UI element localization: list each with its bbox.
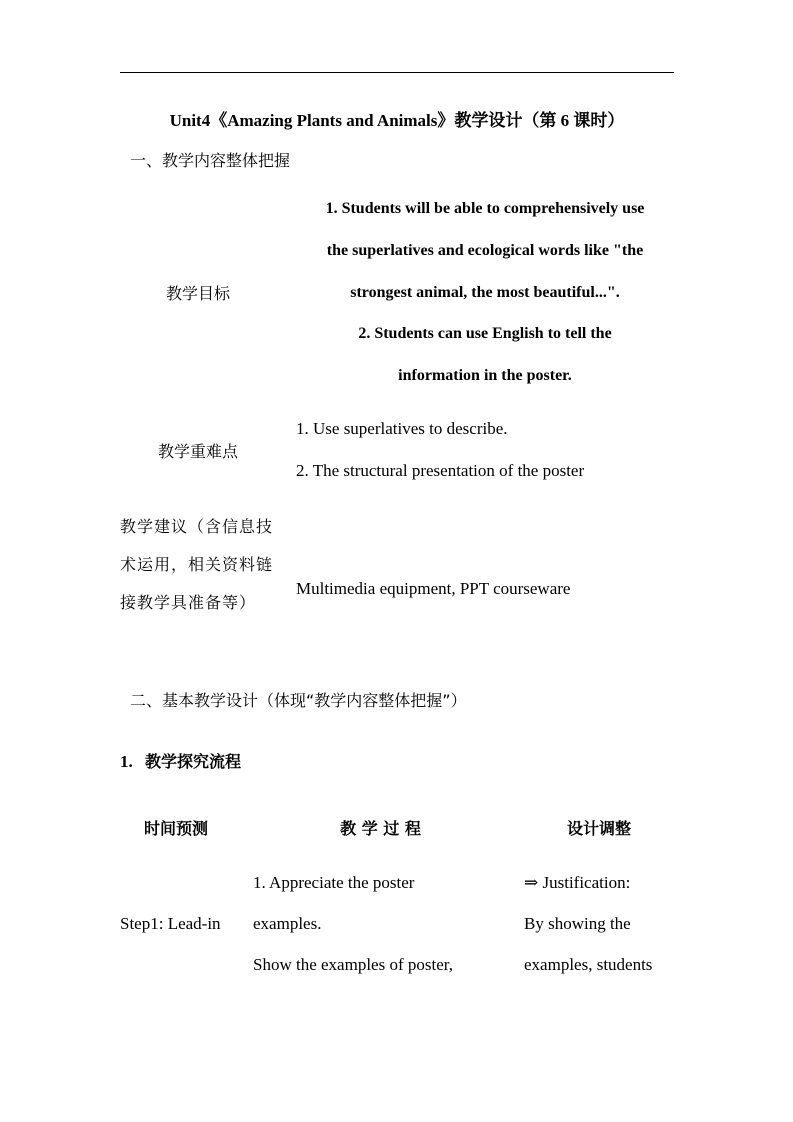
header-rule — [120, 72, 674, 73]
section1-heading: 一、教学内容整体把握 — [130, 151, 291, 170]
objective-line: 2. Students can use English to tell the — [358, 325, 612, 343]
objectives-text — [296, 188, 674, 397]
advice-value: Multimedia equipment, PPT courseware — [296, 579, 571, 598]
adjust-line: By showing the — [524, 914, 631, 933]
subsection-title: 教学探究流程 — [145, 752, 242, 771]
table-cell-step: Step1: Lead-in — [120, 914, 221, 933]
objective-line: the superlatives and ecological words like "the — [326, 241, 644, 259]
adjust-line: examples, students — [524, 955, 653, 974]
table-header-time: 时间预测 — [143, 819, 208, 838]
objective-line: 1. Students will be able to comprehensively use — [325, 200, 645, 217]
subsection-heading — [120, 749, 241, 772]
table-cell-process — [253, 862, 453, 985]
process-line: 1. Appreciate the poster — [253, 873, 415, 892]
objective-line: information in the poster. — [398, 367, 572, 385]
document-title: Unit4《Amazing Plants and Animals》教学设计（第 6 课时） — [169, 111, 625, 130]
key-point-line: 2. The structural presentation of the poster — [296, 461, 585, 480]
table-cell-adjust — [524, 862, 652, 985]
table-header-process: 教 学 过 程 — [340, 819, 421, 838]
process-line: examples. — [253, 914, 322, 933]
subsection-number: 1. — [120, 752, 133, 771]
key-point-line: 1. Use superlatives to describe. — [296, 419, 508, 438]
adjust-line: ⇒ Justification: — [524, 873, 631, 892]
section2-heading: 二、基本教学设计（体现“教学内容整体把握”） — [130, 691, 467, 710]
objectives-label: 教学目标 — [165, 284, 230, 303]
process-line: Show the examples of poster, — [253, 955, 453, 974]
objective-line: strongest animal, the most beautiful...". — [350, 283, 620, 301]
table-header-adjust: 设计调整 — [566, 819, 631, 838]
key-points-label: 教学重难点 — [157, 442, 238, 461]
advice-label: 教学建议（含信息技术运用，相关资料链接教学具准备等） — [120, 517, 274, 612]
